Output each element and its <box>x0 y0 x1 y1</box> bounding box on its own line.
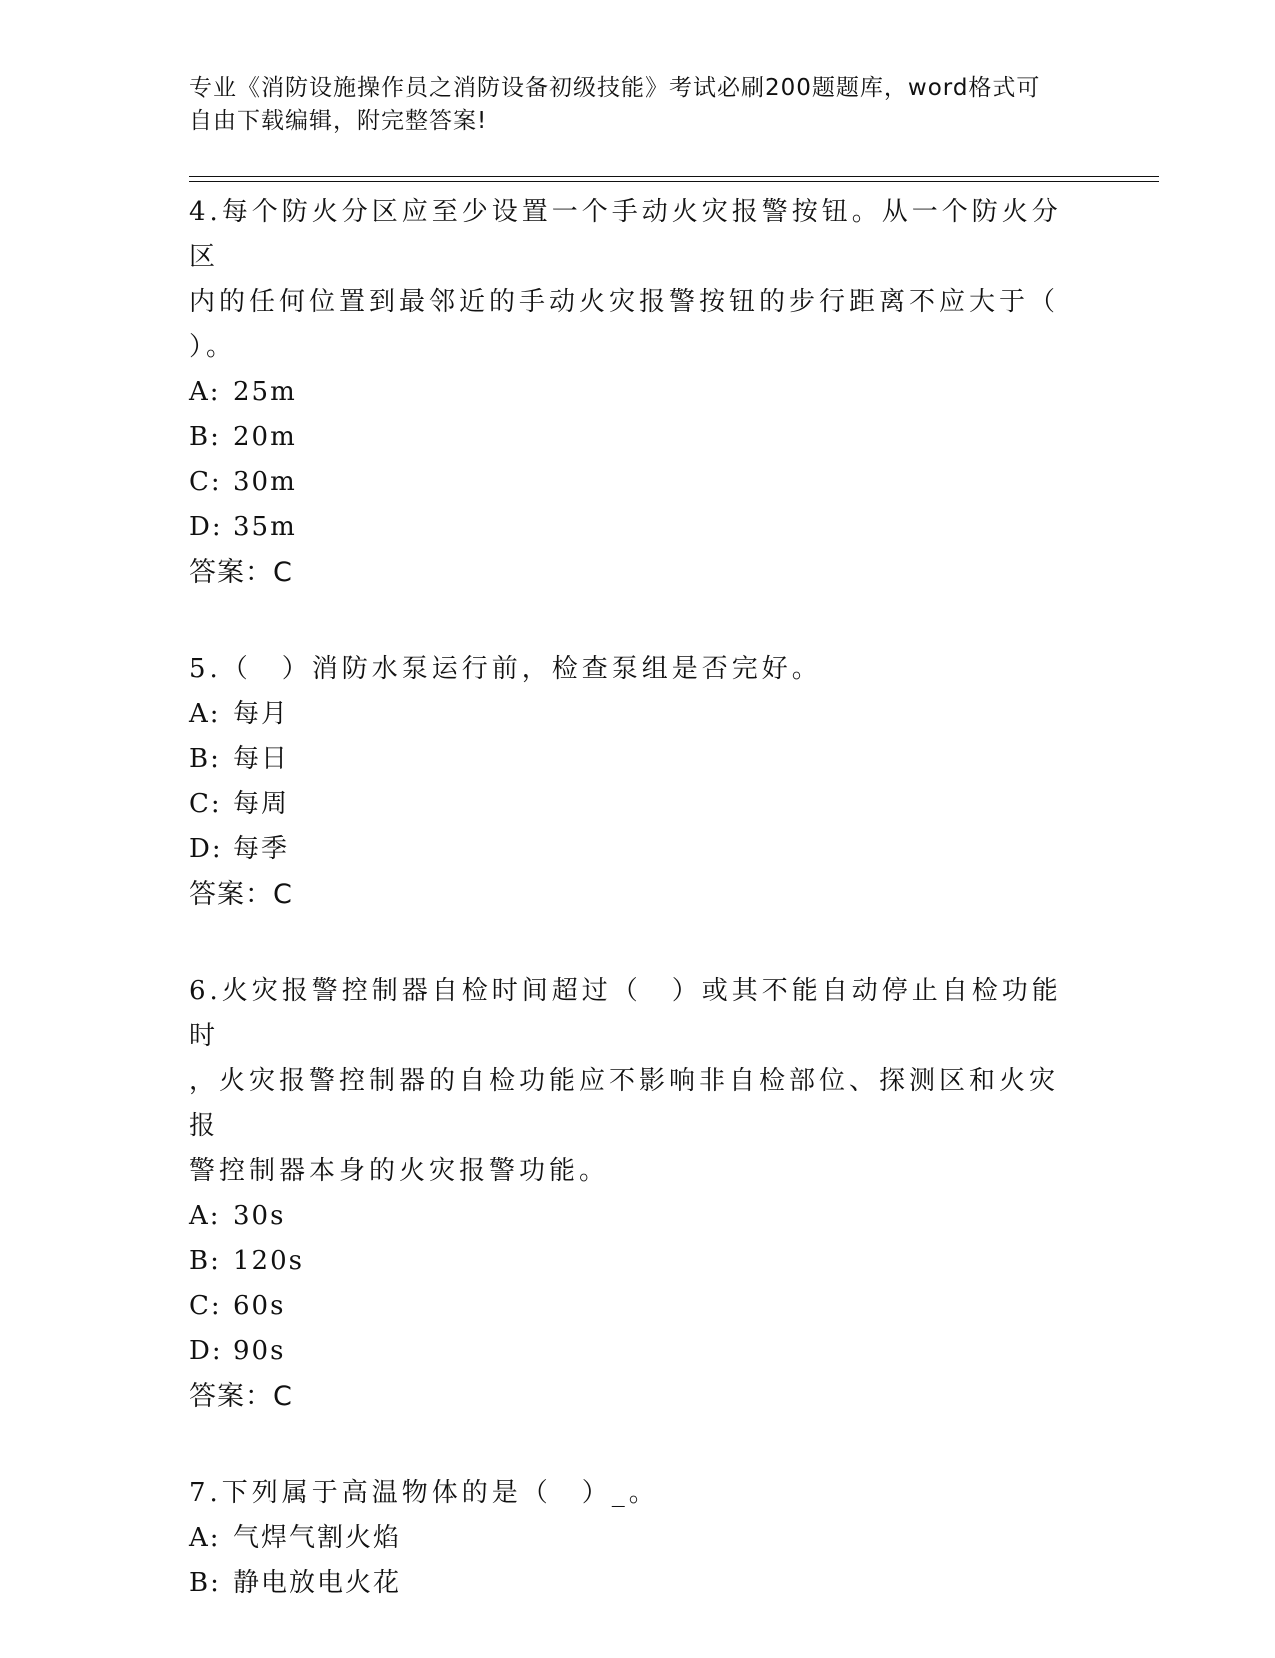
answer-key: 答案：C <box>189 557 293 588</box>
option-letter: B: <box>189 1246 221 1276</box>
question-stem <box>189 647 1069 692</box>
question-stem <box>189 969 1069 1194</box>
option-letter: D: <box>189 834 223 864</box>
question-stem-line: 警控制器本身的火灾报警功能。 <box>189 1156 610 1186</box>
question-stem-line: 7.下列属于高温物体的是（ ）_。 <box>189 1478 659 1508</box>
option-letter: A: <box>189 377 221 407</box>
question-item <box>189 969 1159 1419</box>
header-line-2: 自由下载编辑，附完整答案! <box>189 108 488 134</box>
question-stem <box>189 190 1069 370</box>
option-text: 120s <box>233 1246 304 1276</box>
header-line-1: 专业《消防设施操作员之消防设备初级技能》考试必刷200题题库，word格式可 <box>189 75 1041 101</box>
option-letter: D: <box>189 512 223 542</box>
option-letter: A: <box>189 1523 221 1553</box>
question-list <box>189 190 1159 1606</box>
header-divider <box>189 176 1159 182</box>
question-stem-line: 内的任何位置到最邻近的手动火灾报警按钮的步行距离不应大于（ <box>189 287 1060 317</box>
question-item <box>189 647 1159 917</box>
option-letter: C: <box>189 1291 222 1321</box>
answer-key: 答案：C <box>189 879 293 910</box>
option-text: 30s <box>233 1201 286 1231</box>
option-text: 每日 <box>233 744 290 774</box>
answer-option <box>189 505 1159 550</box>
option-letter: C: <box>189 789 222 819</box>
question-stem-line: 6.火灾报警控制器自检时间超过（ ）或其不能自动停止自检功能时 <box>189 976 1062 1051</box>
question-stem-line: ）。 <box>189 332 237 362</box>
question-item <box>189 190 1159 595</box>
option-text: 60s <box>233 1291 286 1321</box>
option-text: 气焊气割火焰 <box>233 1523 402 1553</box>
answer-option <box>189 1516 1159 1561</box>
question-item <box>189 1471 1159 1606</box>
answer-option <box>189 782 1159 827</box>
question-stem-line: ，火灾报警控制器的自检功能应不影响非自检部位、探测区和火灾报 <box>189 1066 1060 1141</box>
option-letter: A: <box>189 1201 221 1231</box>
answer-key: 答案：C <box>189 1381 293 1412</box>
document-header <box>189 72 1069 138</box>
divider-line-bottom <box>189 181 1159 182</box>
option-text: 35m <box>233 512 297 542</box>
option-text: 每季 <box>233 834 290 864</box>
answer-option <box>189 460 1159 505</box>
option-letter: D: <box>189 1336 223 1366</box>
answer-option <box>189 1284 1159 1329</box>
option-text: 每月 <box>233 699 290 729</box>
option-text: 20m <box>233 422 297 452</box>
question-stem-line: 5.（ ）消防水泵运行前，检查泵组是否完好。 <box>189 654 822 684</box>
option-text: 静电放电火花 <box>233 1568 402 1598</box>
answer-option <box>189 1561 1159 1606</box>
answer-option <box>189 1194 1159 1239</box>
option-letter: C: <box>189 467 222 497</box>
option-text: 30m <box>233 467 297 497</box>
option-text: 每周 <box>233 789 290 819</box>
answer-option <box>189 1239 1159 1284</box>
answer-option <box>189 415 1159 460</box>
option-letter: A: <box>189 699 221 729</box>
option-text: 25m <box>233 377 297 407</box>
option-letter: B: <box>189 744 221 774</box>
question-stem-line: 4.每个防火分区应至少设置一个手动火灾报警按钮。从一个防火分区 <box>189 197 1062 272</box>
divider-line-top <box>189 176 1159 177</box>
answer-option <box>189 737 1159 782</box>
answer-option <box>189 1329 1159 1374</box>
option-letter: B: <box>189 1568 221 1598</box>
answer-option <box>189 692 1159 737</box>
question-stem <box>189 1471 1069 1516</box>
option-letter: B: <box>189 422 221 452</box>
answer-option <box>189 370 1159 415</box>
document-page <box>189 72 1159 1658</box>
option-text: 90s <box>233 1336 286 1366</box>
answer-option <box>189 827 1159 872</box>
